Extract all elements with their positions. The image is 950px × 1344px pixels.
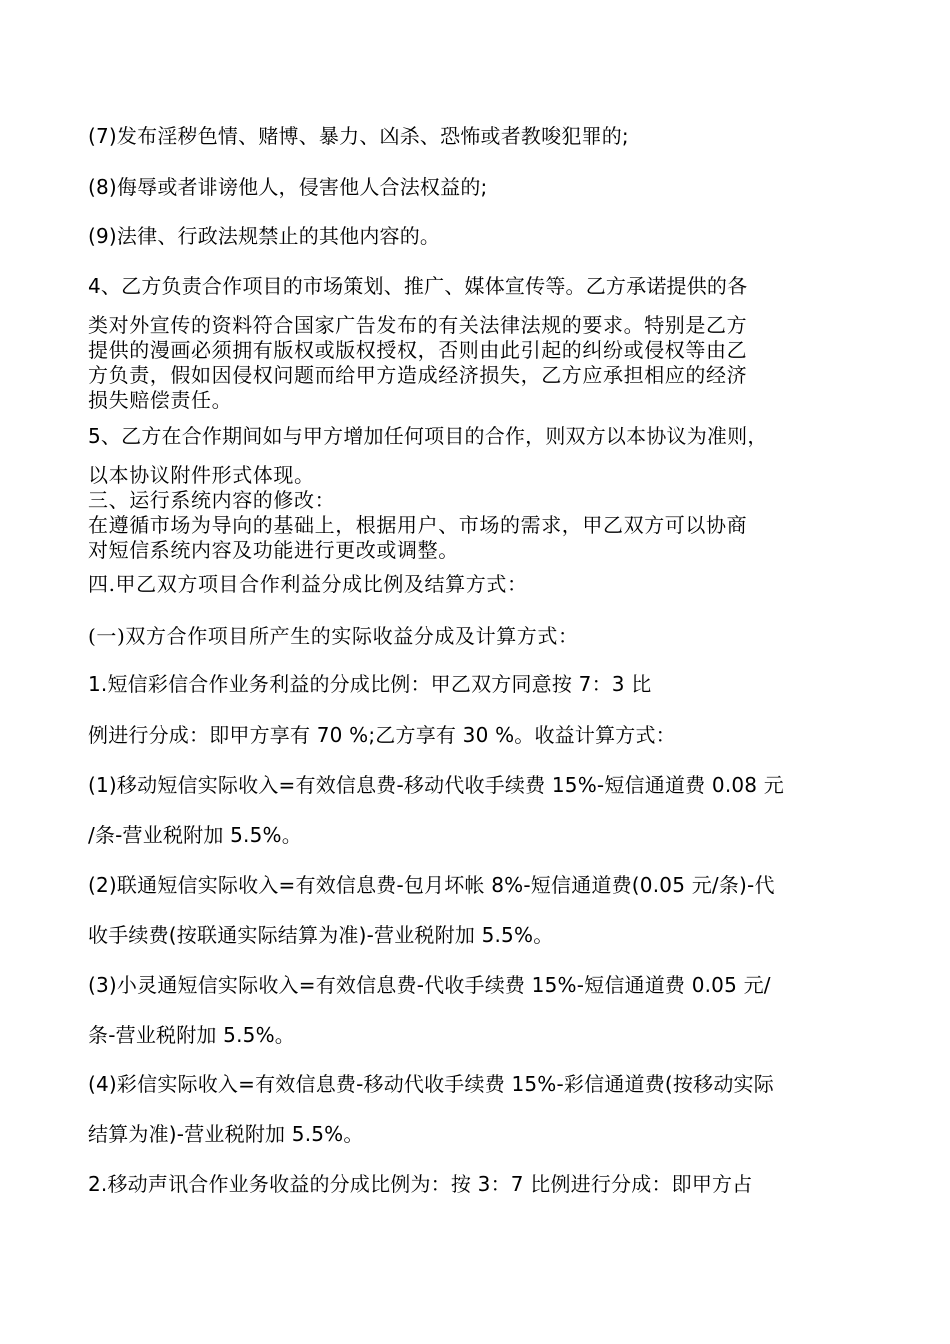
text-line: (1)移动短信实际收入=有效信息费-移动代收手续费 15%-短信通道费 0.08 元 bbox=[88, 773, 784, 797]
text-line: 5、乙方在合作期间如与甲方增加任何项目的合作，则双方以本协议为准则， bbox=[88, 424, 768, 448]
text-line: 收手续费(按联通实际结算为准)-营业税附加 5.5%。 bbox=[88, 923, 554, 947]
text-line: /条-营业税附加 5.5%。 bbox=[88, 823, 302, 847]
text-line: 1.短信彩信合作业务利益的分成比例：甲乙双方同意按 7：3 比 bbox=[88, 672, 652, 696]
text-line: 例进行分成：即甲方享有 70 %;乙方享有 30 %。收益计算方式： bbox=[88, 723, 676, 747]
section-heading: 四.甲乙双方项目合作利益分成比例及结算方式： bbox=[88, 572, 528, 596]
text-line: 在遵循市场为导向的基础上，根据用户、市场的需求，甲乙双方可以协商 bbox=[88, 513, 748, 537]
text-line: 结算为准)-营业税附加 5.5%。 bbox=[88, 1122, 364, 1146]
text-line: 条-营业税附加 5.5%。 bbox=[88, 1023, 295, 1047]
text-line: 类对外宣传的资料符合国家广告发布的有关法律法规的要求。特别是乙方 bbox=[88, 313, 748, 337]
text-line: (3)小灵通短信实际收入=有效信息费-代收手续费 15%-短信通道费 0.05 元/ bbox=[88, 973, 771, 997]
subsection-heading: (一)双方合作项目所产生的实际收益分成及计算方式： bbox=[88, 624, 579, 648]
text-line: (9)法律、行政法规禁止的其他内容的。 bbox=[88, 224, 441, 248]
text-line: 以本协议附件形式体现。 bbox=[88, 463, 315, 487]
text-line: (4)彩信实际收入=有效信息费-移动代收手续费 15%-彩信通道费(按移动实际 bbox=[88, 1072, 774, 1096]
text-line: 4、乙方负责合作项目的市场策划、推广、媒体宣传等。乙方承诺提供的各 bbox=[88, 274, 748, 298]
text-line: 方负责，假如因侵权问题而给甲方造成经济损失，乙方应承担相应的经济 bbox=[88, 363, 748, 387]
text-line: 提供的漫画必须拥有版权或版权授权，否则由此引起的纠纷或侵权等由乙 bbox=[88, 338, 748, 362]
text-line: (8)侮辱或者诽谤他人，侵害他人合法权益的; bbox=[88, 175, 488, 199]
text-line: (7)发布淫秽色情、赌博、暴力、凶杀、恐怖或者教唆犯罪的; bbox=[88, 124, 629, 148]
text-line: 2.移动声讯合作业务收益的分成比例为：按 3：7 比例进行分成：即甲方占 bbox=[88, 1172, 753, 1196]
text-line: 损失赔偿责任。 bbox=[88, 388, 233, 412]
text-line: 对短信系统内容及功能进行更改或调整。 bbox=[88, 538, 459, 562]
section-heading: 三、运行系统内容的修改： bbox=[88, 488, 336, 512]
text-line: (2)联通短信实际收入=有效信息费-包月坏帐 8%-短信通道费(0.05 元/条)-代 bbox=[88, 873, 775, 897]
